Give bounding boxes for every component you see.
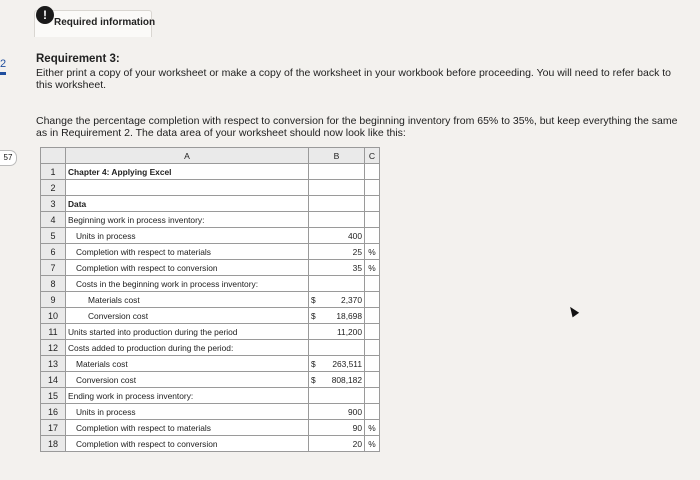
table-row xyxy=(41,276,380,292)
row-number: 8 xyxy=(41,276,66,292)
cell-b[interactable] xyxy=(309,388,365,404)
row-number: 7 xyxy=(41,260,66,276)
table-row xyxy=(41,436,380,452)
cell-b-value: 400 xyxy=(348,230,362,241)
cell-a[interactable]: Conversion cost xyxy=(66,308,309,324)
column-header-b: B xyxy=(309,148,365,164)
cell-a[interactable]: Units started into production during the period xyxy=(66,324,309,340)
cell-c[interactable] xyxy=(365,180,380,196)
cell-b[interactable] xyxy=(309,372,365,388)
cell-a[interactable]: Chapter 4: Applying Excel xyxy=(66,164,309,180)
table-row xyxy=(41,356,380,372)
cell-b-value: 20 xyxy=(352,438,362,449)
table-row xyxy=(41,308,380,324)
row-number: 3 xyxy=(41,196,66,212)
cell-b[interactable] xyxy=(309,324,365,340)
table-row xyxy=(41,388,380,404)
edge-timer-badge: 57 xyxy=(0,150,17,166)
row-number: 11 xyxy=(41,324,66,340)
tab-title: Required information xyxy=(54,17,156,28)
cell-b[interactable] xyxy=(309,340,365,356)
cell-c[interactable] xyxy=(365,340,380,356)
table-row xyxy=(41,196,380,212)
table-row xyxy=(41,260,380,276)
cell-b[interactable] xyxy=(309,244,365,260)
cell-b[interactable] xyxy=(309,260,365,276)
cell-a[interactable]: Data xyxy=(66,196,309,212)
row-number: 9 xyxy=(41,292,66,308)
row-number: 6 xyxy=(41,244,66,260)
cell-c[interactable] xyxy=(365,276,380,292)
cell-b-value: 263,511 xyxy=(332,358,362,369)
cell-c[interactable]: % xyxy=(365,260,380,276)
cell-c[interactable]: % xyxy=(365,420,380,436)
row-number: 12 xyxy=(41,340,66,356)
table-row xyxy=(41,420,380,436)
cell-a[interactable]: Costs in the beginning work in process inventory: xyxy=(66,276,309,292)
cell-b-value: 900 xyxy=(348,406,362,417)
cell-a[interactable]: Units in process xyxy=(66,404,309,420)
worksheet-table xyxy=(40,147,380,452)
cell-b[interactable] xyxy=(309,420,365,436)
table-row xyxy=(41,372,380,388)
cell-a[interactable]: Completion with respect to materials xyxy=(66,244,309,260)
table-row xyxy=(41,212,380,228)
cell-b[interactable] xyxy=(309,164,365,180)
row-number: 14 xyxy=(41,372,66,388)
cell-c[interactable] xyxy=(365,388,380,404)
cell-c[interactable] xyxy=(365,324,380,340)
row-number: 2 xyxy=(41,180,66,196)
cell-a[interactable] xyxy=(66,180,309,196)
table-row xyxy=(41,228,380,244)
cell-a[interactable]: Costs added to production during the period: xyxy=(66,340,309,356)
cell-a[interactable]: Materials cost xyxy=(66,292,309,308)
cell-c[interactable] xyxy=(365,404,380,420)
currency-symbol: $ xyxy=(311,294,316,305)
cell-c[interactable] xyxy=(365,228,380,244)
currency-symbol: $ xyxy=(311,310,316,321)
corner-cell xyxy=(41,148,66,164)
cell-c[interactable] xyxy=(365,212,380,228)
row-number: 18 xyxy=(41,436,66,452)
table-row xyxy=(41,292,380,308)
cell-c[interactable] xyxy=(365,372,380,388)
requirement-description: Change the percentage completion with respect to conversion for the beginning inventory from 65% to 35%, but keep everything the same as in Requirement 2. The data area of your worksheet should now look like this: xyxy=(36,115,678,139)
cell-b[interactable] xyxy=(309,180,365,196)
cell-c[interactable]: % xyxy=(365,436,380,452)
table-row xyxy=(41,404,380,420)
table-row xyxy=(41,324,380,340)
cell-b-value: 90 xyxy=(352,422,362,433)
row-number: 13 xyxy=(41,356,66,372)
cell-b[interactable] xyxy=(309,196,365,212)
column-header-c: C xyxy=(365,148,380,164)
currency-symbol: $ xyxy=(311,358,316,369)
cell-a[interactable]: Beginning work in process inventory: xyxy=(66,212,309,228)
info-icon: ! xyxy=(36,6,54,24)
table-row xyxy=(41,244,380,260)
cell-b[interactable] xyxy=(309,212,365,228)
cell-c[interactable] xyxy=(365,164,380,180)
row-number: 16 xyxy=(41,404,66,420)
cell-b[interactable] xyxy=(309,404,365,420)
table-row xyxy=(41,180,380,196)
cell-a[interactable]: Materials cost xyxy=(66,356,309,372)
cell-a[interactable]: Conversion cost xyxy=(66,372,309,388)
cell-b[interactable] xyxy=(309,436,365,452)
cell-a[interactable]: Ending work in process inventory: xyxy=(66,388,309,404)
row-number: 15 xyxy=(41,388,66,404)
column-header-row xyxy=(41,148,380,164)
cell-c[interactable] xyxy=(365,292,380,308)
row-number: 4 xyxy=(41,212,66,228)
currency-symbol: $ xyxy=(311,374,316,385)
cell-a[interactable]: Completion with respect to conversion xyxy=(66,260,309,276)
cell-b-value: 35 xyxy=(352,262,362,273)
column-header-a: A xyxy=(66,148,309,164)
row-number: 10 xyxy=(41,308,66,324)
mouse-cursor-icon xyxy=(567,305,579,318)
cell-c[interactable] xyxy=(365,356,380,372)
cell-b-value: 18,698 xyxy=(336,310,362,321)
cell-b[interactable] xyxy=(309,356,365,372)
edge-page-number: 2 xyxy=(0,58,7,70)
cell-c[interactable] xyxy=(365,308,380,324)
requirement-instructions: Either print a copy of your worksheet or make a copy of the worksheet in your workbook before proceeding. You will need to refer back to this worksheet. xyxy=(36,67,672,91)
cell-a[interactable]: Completion with respect to conversion xyxy=(66,436,309,452)
table-row xyxy=(41,164,380,180)
cell-b[interactable] xyxy=(309,292,365,308)
cell-b-value: 2,370 xyxy=(341,294,362,305)
cell-b[interactable] xyxy=(309,228,365,244)
cell-a[interactable]: Completion with respect to materials xyxy=(66,420,309,436)
row-number: 1 xyxy=(41,164,66,180)
requirement-title: Requirement 3: xyxy=(36,53,120,65)
cell-b-value: 25 xyxy=(352,246,362,257)
cell-c[interactable]: % xyxy=(365,244,380,260)
cell-a[interactable]: Units in process xyxy=(66,228,309,244)
row-number: 17 xyxy=(41,420,66,436)
cell-b-value: 808,182 xyxy=(331,374,362,385)
edge-indicator xyxy=(0,72,6,75)
table-row xyxy=(41,340,380,356)
cell-b[interactable] xyxy=(309,276,365,292)
cell-c[interactable] xyxy=(365,196,380,212)
cell-b[interactable] xyxy=(309,308,365,324)
row-number: 5 xyxy=(41,228,66,244)
cell-b-value: 11,200 xyxy=(337,326,362,337)
